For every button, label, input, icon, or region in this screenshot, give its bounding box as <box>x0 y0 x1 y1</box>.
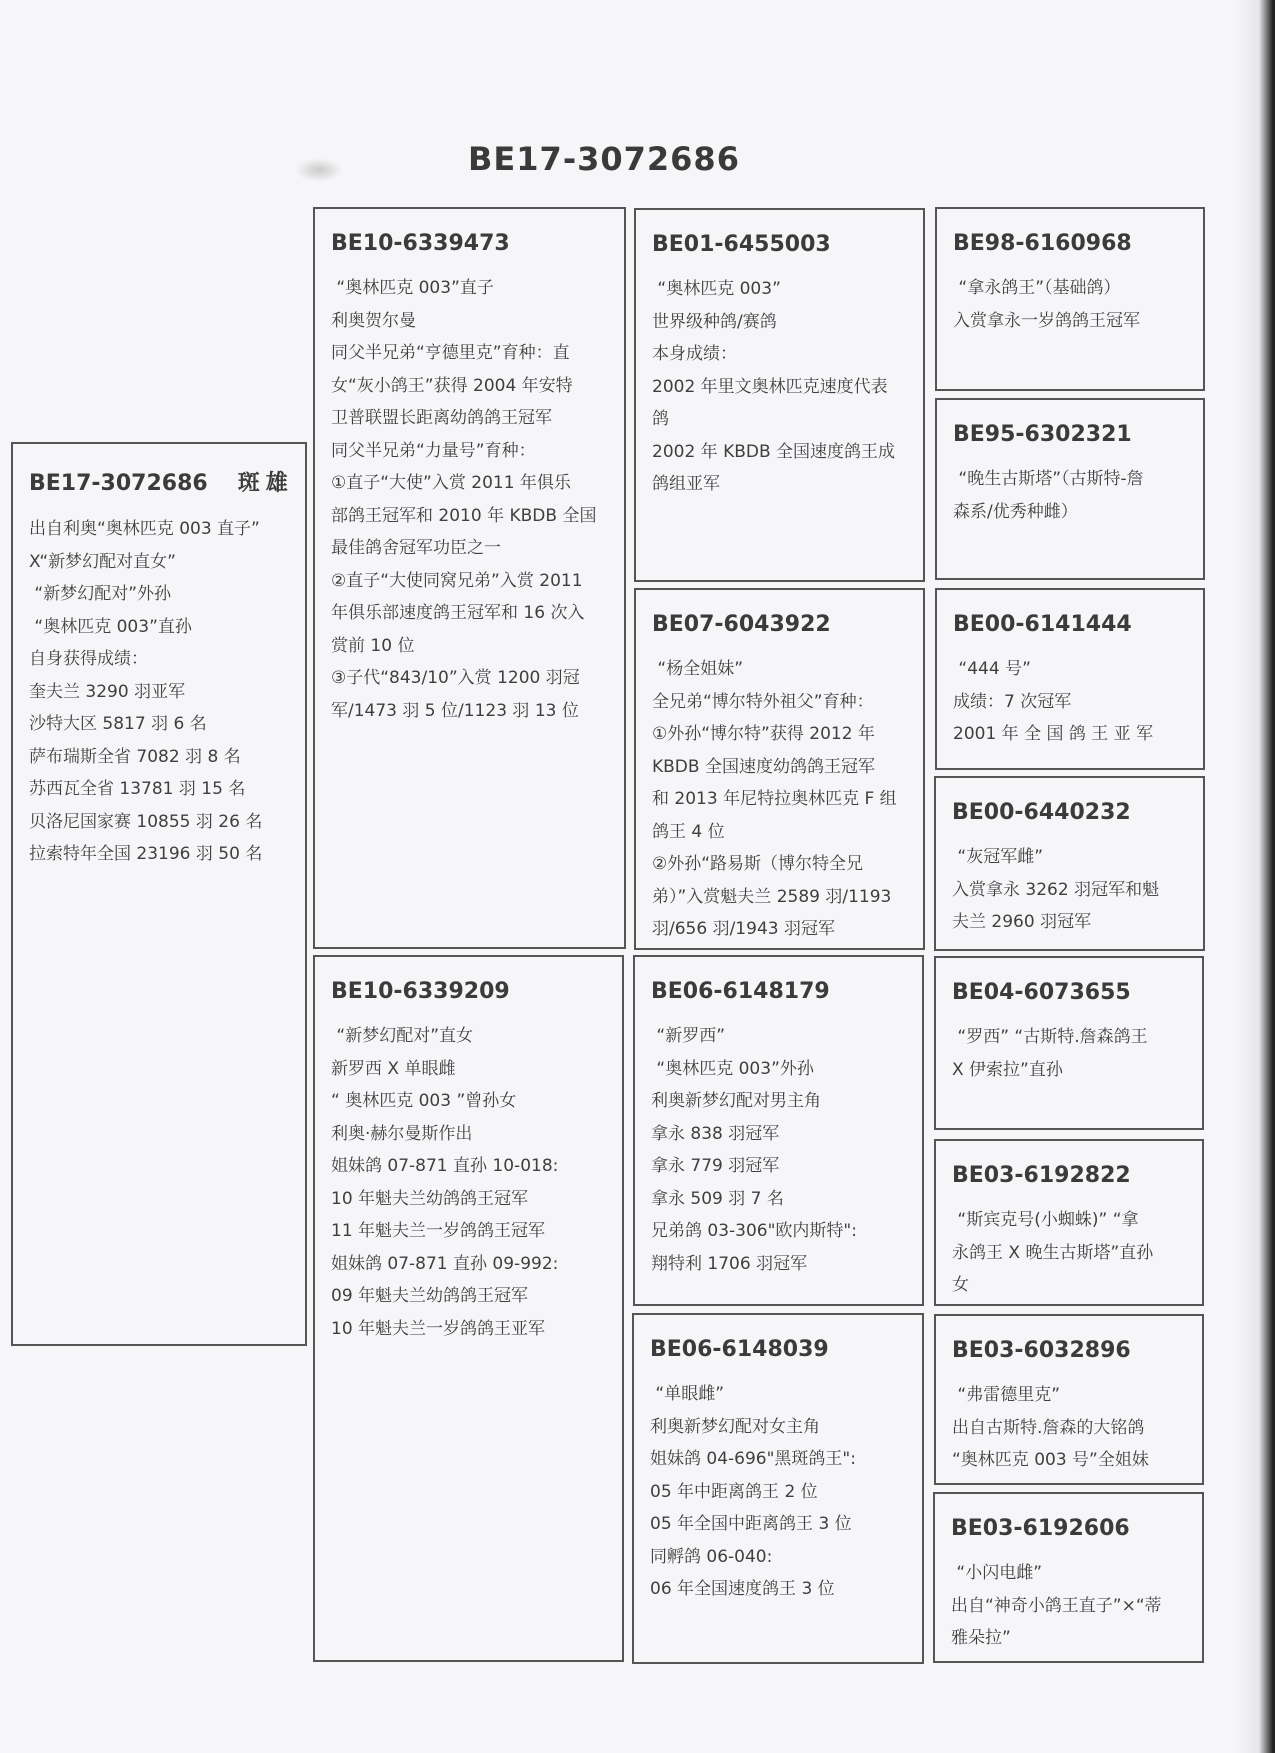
note-line: 鸽王 4 位 <box>652 821 725 842</box>
note-line: 年俱乐部速度鸽王冠军和 16 次入 <box>331 603 585 623</box>
note-line: 同孵鸽 06-040: <box>650 1546 773 1567</box>
note-line: 成绩：7 次冠军 <box>953 691 1072 712</box>
note-line: 女 <box>952 1275 969 1295</box>
pedigree-notes <box>953 272 1189 337</box>
pedigree-box-subject <box>11 442 307 1346</box>
note-line: 卫普联盟长距离幼鸽鸽王冠军 <box>331 408 552 428</box>
ring-number: BE10-6339473 <box>331 231 510 256</box>
note-line: 05 年全国中距离鸽王 3 位 <box>650 1514 852 1534</box>
note-line: “拿永鸽王”（基础鸽） <box>953 278 1121 298</box>
ring-number: BE06-6148039 <box>650 1337 829 1362</box>
note-line: 翔特利 1706 羽冠军 <box>651 1253 808 1274</box>
note-line: “小闪电雌” <box>951 1563 1043 1583</box>
note-line: 利奥贺尔曼 <box>331 310 416 331</box>
note-line: 弟）”入赏魁夫兰 2589 羽/1193 <box>652 886 892 907</box>
note-line: 拿永 779 羽冠军 <box>651 1156 780 1176</box>
pedigree-box-dam-dam <box>632 1313 924 1664</box>
note-line: 拉索特年全国 23196 羽 50 名 <box>29 844 263 864</box>
ring-number: BE06-6148179 <box>651 979 830 1004</box>
note-line: 兄弟鸽 03-306"欧内斯特": <box>651 1221 857 1241</box>
note-line: 姐妹鸽 07-871 直孙 09-992: <box>331 1253 559 1274</box>
pedigree-box-dam-sire <box>633 955 924 1306</box>
pedigree-box-sire-sire <box>634 208 925 582</box>
pedigree-box-sdd <box>934 776 1205 951</box>
ring-number: BE95-6302321 <box>953 422 1132 447</box>
note-line: “罗西” “古斯特.詹森鸽王 <box>952 1027 1148 1047</box>
note-line: 利奥新梦幻配对女主角 <box>650 1416 820 1437</box>
note-line: “奥林匹克 003”外孙 <box>651 1058 814 1079</box>
note-line: 06 年全国速度鸽王 3 位 <box>650 1579 835 1599</box>
pedigree-notes <box>952 1379 1188 1477</box>
pedigree-notes <box>29 513 291 871</box>
note-line: 军/1473 羽 5 位/1123 羽 13 位 <box>331 700 579 721</box>
note-line: “灰冠军雌” <box>952 847 1044 867</box>
ring-number: BE03-6032896 <box>952 1338 1131 1363</box>
pedigree-notes <box>951 1557 1188 1655</box>
note-line: ②外孙“路易斯（博尔特全兄 <box>652 854 864 874</box>
note-line: “ 奥林匹克 003 ”曾孙女 <box>331 1091 517 1111</box>
note-line: KBDB 全国速度幼鸽鸽王冠军 <box>652 756 875 777</box>
note-line: “奥林匹克 003” <box>652 279 781 299</box>
pedigree-box-dss <box>934 956 1204 1130</box>
note-line: 雅朵拉” <box>951 1628 1011 1648</box>
ring-number: BE03-6192606 <box>951 1516 1130 1541</box>
note-line: 出自古斯特.詹森的大铭鸽 <box>952 1417 1145 1438</box>
note-line: 利奥·赫尔曼斯作出 <box>331 1123 473 1144</box>
note-line: ③子代“843/10”入赏 1200 羽冠 <box>331 668 580 688</box>
note-line: 10 年魁夫兰一岁鸽鸽王亚军 <box>331 1318 546 1339</box>
note-line: X 伊索拉”直孙 <box>952 1059 1063 1080</box>
ring-number: BE07-6043922 <box>652 612 831 637</box>
note-line: 部鸽王冠军和 2010 年 KBDB 全国 <box>331 505 597 526</box>
note-line: 鸽 <box>652 409 669 429</box>
ring-number: BE00-6141444 <box>953 612 1132 637</box>
pedigree-box-sds <box>935 588 1205 770</box>
note-line: 赏前 10 位 <box>331 635 415 656</box>
note-line: ①外孙“博尔特”获得 2012 年 <box>652 724 875 744</box>
note-line: 利奥新梦幻配对男主角 <box>651 1091 821 1111</box>
pedigree-box-dds <box>934 1314 1204 1485</box>
note-line: “斯宾克号(小蜘蛛)” “拿 <box>952 1210 1139 1230</box>
note-line: 入赏拿永 3262 羽冠军和魁 <box>952 879 1160 900</box>
ring-number: BE17-3072686 斑雄 <box>29 471 294 496</box>
pedigree-notes <box>650 1378 908 1606</box>
note-line: “444 号” <box>953 659 1031 679</box>
pedigree-notes <box>652 653 909 946</box>
pedigree-notes <box>953 653 1189 751</box>
note-line: 2002 年里文奥林匹克速度代表 <box>652 376 888 397</box>
note-line: 奎夫兰 3290 羽亚军 <box>29 681 186 702</box>
note-line: 全兄弟“博尔特外祖父”育种： <box>652 691 874 712</box>
note-line: 本身成绩： <box>652 344 737 364</box>
pedigree-notes <box>952 1204 1188 1302</box>
note-line: 贝洛尼国家赛 10855 羽 26 名 <box>29 811 263 832</box>
note-line: 世界级种鸽/赛鸽 <box>652 311 777 332</box>
ring-number: BE04-6073655 <box>952 980 1131 1005</box>
note-line: 鸽组亚军 <box>652 474 720 494</box>
note-line: “弗雷德里克” <box>952 1385 1061 1405</box>
pedigree-notes <box>331 272 610 727</box>
note-line: “奥林匹克 003”直孙 <box>29 616 192 637</box>
ring-number: BE10-6339209 <box>331 979 510 1004</box>
note-line: 羽/656 羽/1943 羽冠军 <box>652 919 835 939</box>
note-line: ②直子“大使同窝兄弟”入赏 2011 <box>331 570 583 591</box>
note-line: 同父半兄弟“亨德里克”育种：直 <box>331 343 570 363</box>
note-line: “新梦幻配对”直女 <box>331 1026 474 1046</box>
pedigree-box-ddd <box>933 1492 1204 1663</box>
pedigree-box-ssd <box>935 398 1205 580</box>
note-line: “奥林匹克 003”直子 <box>331 278 494 298</box>
note-line: 11 年魁夫兰一岁鸽鸽王冠军 <box>331 1221 546 1241</box>
note-line: 最佳鸽舍冠军功臣之一 <box>331 538 501 558</box>
note-line: 姐妹鸽 04-696"黑斑鸽王": <box>650 1449 856 1469</box>
note-line: “单眼雌” <box>650 1384 725 1404</box>
note-line: “新梦幻配对”外孙 <box>29 584 172 604</box>
note-line: X“新梦幻配对直女” <box>29 551 176 572</box>
pedigree-notes <box>953 463 1189 528</box>
pedigree-box-sire-dam <box>634 588 925 950</box>
note-line: 05 年中距离鸽王 2 位 <box>650 1481 818 1502</box>
note-line: 同父半兄弟“力量号”育种： <box>331 440 536 461</box>
sex-color-tag: 斑雄 <box>237 471 294 496</box>
note-line: 出自利奥“奥林匹克 003 直子” <box>29 519 260 539</box>
note-line: 入赏拿永一岁鸽鸽王冠军 <box>953 310 1140 331</box>
note-line: 姐妹鸽 07-871 直孙 10-018: <box>331 1156 559 1176</box>
note-line: “晚生古斯塔”（古斯特-詹 <box>953 469 1144 489</box>
note-line: ①直子“大使”入赏 2011 年俱乐 <box>331 473 571 493</box>
note-line: 女“灰小鸽王”获得 2004 年安特 <box>331 375 573 396</box>
pedigree-notes <box>652 273 909 501</box>
pedigree-notes <box>952 841 1189 939</box>
note-line: 森系/优秀种雌） <box>953 501 1078 522</box>
pedigree-notes <box>651 1020 908 1280</box>
page-title: BE17-3072686 <box>468 140 740 178</box>
note-line: 10 年魁夫兰幼鸽鸽王冠军 <box>331 1188 529 1209</box>
ring-number: BE00-6440232 <box>952 800 1131 825</box>
note-line: “奥林匹克 003 号”全姐妹 <box>952 1450 1149 1470</box>
note-line: 和 2013 年尼特拉奥林匹克 F 组 <box>652 789 897 809</box>
note-line: 自身获得成绩： <box>29 649 148 669</box>
note-line: 夫兰 2960 羽冠军 <box>952 912 1092 932</box>
note-line: 09 年魁夫兰幼鸽鸽王冠军 <box>331 1286 529 1306</box>
note-line: “杨全姐妹” <box>652 659 744 679</box>
note-line: 2001 年 全 国 鸽 王 亚 军 <box>953 724 1154 744</box>
pedigree-notes <box>331 1020 608 1345</box>
note-line: 拿永 838 羽冠军 <box>651 1123 780 1144</box>
pedigree-box-dam <box>313 955 624 1662</box>
note-line: 2002 年 KBDB 全国速度鸽王成 <box>652 441 896 462</box>
pedigree-box-sss <box>935 207 1205 391</box>
note-line: 新罗西 X 单眼雌 <box>331 1058 456 1079</box>
scan-edge-shadow <box>1235 0 1275 1753</box>
pedigree-notes <box>952 1021 1188 1086</box>
ring-number: BE98-6160968 <box>953 231 1132 256</box>
note-line: 苏西瓦全省 13781 羽 15 名 <box>29 779 246 799</box>
ring-number: BE01-6455003 <box>652 232 831 257</box>
note-line: 出自“神奇小鸽王直子”×“蒂 <box>951 1595 1162 1616</box>
pedigree-box-dsd <box>934 1139 1204 1306</box>
note-line: 拿永 509 羽 7 名 <box>651 1188 784 1209</box>
note-line: 永鸽王 X 晚生古斯塔”直孙 <box>952 1242 1154 1263</box>
note-line: “新罗西” <box>651 1026 726 1046</box>
pedigree-box-sire <box>313 207 626 949</box>
note-line: 萨布瑞斯全省 7082 羽 8 名 <box>29 746 241 767</box>
note-line: 沙特大区 5817 羽 6 名 <box>29 714 207 734</box>
ring-number: BE03-6192822 <box>952 1163 1131 1188</box>
